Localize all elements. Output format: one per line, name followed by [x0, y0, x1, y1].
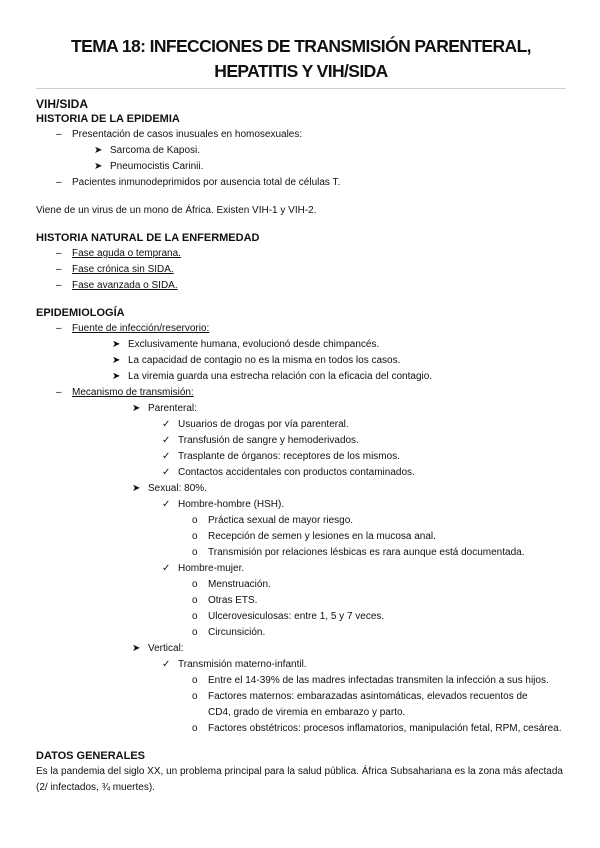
dash-bullet: – [56, 177, 62, 188]
arrow-bullet-icon: ➤ [94, 161, 103, 172]
dash-bullet: – [56, 323, 62, 334]
dash-bullet: – [56, 248, 62, 259]
arrow-bullet-icon: ➤ [112, 355, 121, 366]
dash-bullet: – [56, 129, 62, 140]
epidemiologia-heading: EPIDEMIOLOGÍA [36, 307, 125, 319]
list-item: ➤ Parenteral: [36, 401, 566, 417]
list-item: ➤ Sexual: 80%. [36, 481, 566, 497]
list-item: ➤ La viremia guarda una estrecha relación con la eficacia del contagio. [36, 369, 566, 385]
list-item: – Mecanismo de transmisión: [36, 385, 566, 401]
circle-bullet: o [192, 595, 198, 606]
list-item: ✓ Usuarios de drogas por vía parenteral. [36, 417, 566, 433]
check-bullet-icon: ✓ [162, 499, 171, 510]
check-bullet-icon: ✓ [162, 451, 171, 462]
dash-bullet: – [56, 264, 62, 275]
list-item: o Ulcerovesiculosas: entre 1, 5 y 7 veces. [36, 609, 566, 625]
arrow-bullet-icon: ➤ [112, 339, 121, 350]
list-item: o Otras ETS. [36, 593, 566, 609]
list-item: ✓ Contactos accidentales con productos contaminados. [36, 465, 566, 481]
circle-bullet: o [192, 627, 198, 638]
list-item: o Circunsición. [36, 625, 566, 641]
list-item: – Fase avanzada o SIDA. [36, 278, 566, 294]
check-bullet-icon: ✓ [162, 563, 171, 574]
historia-natural-heading: HISTORIA NATURAL DE LA ENFERMEDAD [36, 232, 260, 244]
list-item: o Menstruación. [36, 577, 566, 593]
check-bullet-icon: ✓ [162, 659, 171, 670]
list-item: ✓ Transmisión materno-infantil. [36, 657, 566, 673]
list-item: – Fuente de infección/reservorio: [36, 321, 566, 337]
list-item: ➤ La capacidad de contagio no es la misma en todos los casos. [36, 353, 566, 369]
datos-generales-heading: DATOS GENERALES [36, 750, 145, 762]
circle-bullet: o [192, 675, 198, 686]
circle-bullet: o [192, 723, 198, 734]
list-item: o Práctica sexual de mayor riesgo. [36, 513, 566, 529]
circle-bullet: o [192, 547, 198, 558]
circle-bullet: o [192, 515, 198, 526]
list-item: ✓ Trasplante de órganos: receptores de los mismos. [36, 449, 566, 465]
list-item: ✓ Hombre-hombre (HSH). [36, 497, 566, 513]
vih-heading: VIH/SIDA [36, 97, 89, 111]
list-item: o Entre el 14-39% de las madres infectadas transmiten la infección a sus hijos. [36, 673, 566, 689]
dash-bullet: – [56, 387, 62, 398]
list-item: ➤ Vertical: [36, 641, 566, 657]
datos-generales-text: Es la pandemia del siglo XX, un problema principal para la salud pública. África Subsahariana es la zona más afectada (2/ infectados, ¾ muertes). [36, 766, 563, 793]
list-item: ➤ Exclusivamente humana, evolucionó desde chimpancés. [36, 337, 566, 353]
list-item: o Factores maternos: embarazadas asintomáticas, elevados recuentos de CD4, grado de viremia en embarazo y parto. [192, 691, 528, 718]
dash-bullet: – [56, 280, 62, 291]
arrow-bullet-icon: ➤ [112, 371, 121, 382]
list-item: – Fase crónica sin SIDA. [36, 262, 566, 278]
list-item: – Presentación de casos inusuales en homosexuales: [36, 127, 566, 143]
circle-bullet: o [192, 691, 198, 702]
historia-epidemia-heading: HISTORIA DE LA EPIDEMIA [36, 113, 180, 125]
check-bullet-icon: ✓ [162, 419, 171, 430]
document-title: TEMA 18: INFECCIONES DE TRANSMISIÓN PARENTERAL, HEPATITIS Y VIH/SIDA [71, 36, 531, 81]
arrow-bullet-icon: ➤ [132, 483, 141, 494]
list-item: o Recepción de semen y lesiones en la mucosa anal. [36, 529, 566, 545]
circle-bullet: o [192, 579, 198, 590]
arrow-bullet-icon: ➤ [94, 145, 103, 156]
arrow-bullet-icon: ➤ [132, 643, 141, 654]
circle-bullet: o [192, 611, 198, 622]
check-bullet-icon: ✓ [162, 435, 171, 446]
title-divider [36, 88, 566, 89]
list-item: – Pacientes inmunodeprimidos por ausencia total de células T. [36, 175, 566, 191]
list-item: ✓ Hombre-mujer. [36, 561, 566, 577]
list-item: ✓ Transfusión de sangre y hemoderivados. [36, 433, 566, 449]
circle-bullet: o [192, 531, 198, 542]
list-item: – Fase aguda o temprana. [36, 246, 566, 262]
list-item: o Factores obstétricos: procesos inflamatorios, manipulación fetal, RPM, cesárea. [36, 721, 566, 737]
list-item: o Transmisión por relaciones lésbicas es rara aunque está documentada. [36, 545, 566, 561]
list-item: ➤ Pneumocistis Carinii. [36, 159, 566, 175]
list-item: ➤ Sarcoma de Kaposi. [36, 143, 566, 159]
check-bullet-icon: ✓ [162, 467, 171, 478]
epidemia-note: Viene de un virus de un mono de África. Existen VIH-1 y VIH-2. [36, 205, 317, 216]
arrow-bullet-icon: ➤ [132, 403, 141, 414]
